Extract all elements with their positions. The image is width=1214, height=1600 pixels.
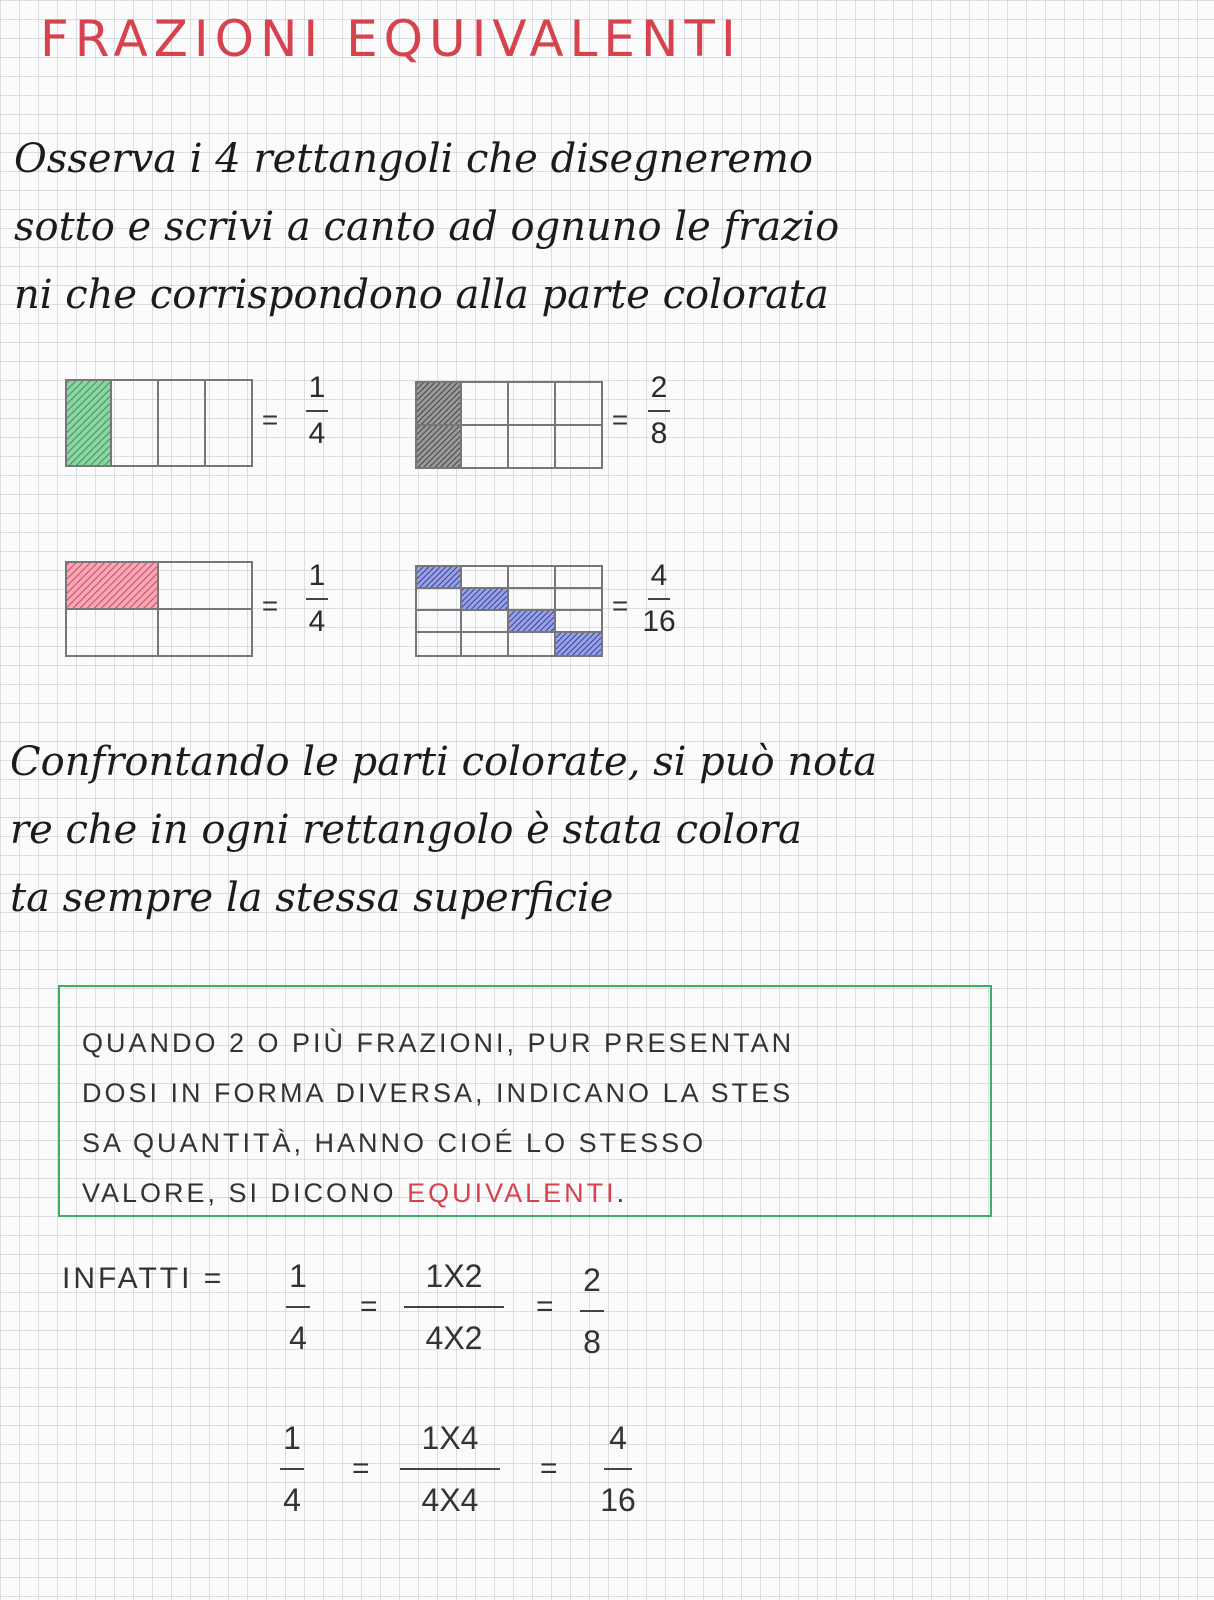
equals-sign: = bbox=[540, 1452, 558, 1485]
fraction-bar bbox=[306, 410, 328, 412]
fraction-1-4 bbox=[294, 560, 340, 638]
fraction-bar bbox=[286, 1306, 310, 1308]
rectangle-1-fourths bbox=[64, 378, 254, 468]
rectangle-4-sixteenths bbox=[414, 564, 604, 658]
proof-fraction bbox=[570, 1262, 614, 1360]
rule-line-text: VALORE, SI DICONO bbox=[82, 1178, 397, 1208]
numerator: 1 bbox=[308, 559, 326, 592]
rectangle-2-eighths bbox=[414, 380, 604, 470]
equals-sign: = bbox=[536, 1290, 554, 1323]
rule-line: SA QUANTITÀ, HANNO CIOÉ LO STESSO bbox=[82, 1128, 707, 1158]
denominator: 16 bbox=[600, 1482, 636, 1518]
numerator: 2 bbox=[650, 371, 668, 404]
fraction-bar bbox=[280, 1468, 304, 1470]
rule-text bbox=[82, 1018, 982, 1218]
rule-line: DOSI IN FORMA DIVERSA, INDICANO LA STES bbox=[82, 1078, 794, 1108]
numerator: 4 bbox=[609, 1420, 627, 1456]
fraction-bar bbox=[604, 1468, 632, 1470]
fraction-bar bbox=[648, 598, 670, 600]
equals-sign: = bbox=[360, 1290, 378, 1323]
numerator: 2 bbox=[583, 1262, 601, 1298]
conclusion-line: Confrontando le parti colorate, si può nota bbox=[10, 739, 878, 785]
conclusion-paragraph bbox=[10, 728, 1200, 932]
rectangle-3-quarters bbox=[64, 560, 254, 658]
fraction-1-4 bbox=[294, 372, 340, 450]
denominator: 8 bbox=[650, 417, 668, 450]
intro-line: sotto e scrivi a canto ad ognuno le frazio bbox=[14, 204, 840, 250]
fraction-bar bbox=[306, 598, 328, 600]
proof-fraction bbox=[590, 1420, 646, 1518]
numerator: 1 bbox=[308, 371, 326, 404]
equals-sign: = bbox=[611, 590, 629, 621]
intro-paragraph bbox=[14, 125, 1194, 329]
fraction-bar bbox=[648, 410, 670, 412]
conclusion-line: ta sempre la stessa superficie bbox=[10, 875, 614, 921]
rule-end: . bbox=[616, 1178, 628, 1208]
shaded-part-green bbox=[66, 380, 111, 466]
fraction-bar bbox=[404, 1306, 504, 1308]
page-title: FRAZIONI EQUIVALENTI bbox=[40, 10, 742, 68]
numerator: 1 bbox=[283, 1420, 301, 1456]
denominator: 4X4 bbox=[421, 1482, 479, 1518]
equals-sign: = bbox=[261, 590, 279, 621]
denominator: 4 bbox=[289, 1320, 307, 1356]
proof-fraction bbox=[270, 1420, 314, 1518]
proof-fraction bbox=[276, 1258, 320, 1356]
equals-sign: = bbox=[352, 1452, 370, 1485]
conclusion-line: re che in ogni rettangolo è stata colora bbox=[10, 807, 802, 853]
denominator: 4 bbox=[283, 1482, 301, 1518]
denominator: 4 bbox=[308, 605, 326, 638]
numerator: 1X4 bbox=[421, 1420, 479, 1456]
proof-label: INFATTI = bbox=[62, 1262, 225, 1295]
intro-line: Osserva i 4 rettangoli che disegneremo bbox=[14, 136, 814, 182]
equivalenti-highlight: EQUIVALENTI bbox=[407, 1178, 617, 1208]
fraction-bar bbox=[580, 1310, 604, 1312]
equals-sign: = bbox=[261, 404, 279, 435]
denominator: 8 bbox=[583, 1324, 601, 1360]
denominator: 16 bbox=[642, 605, 676, 638]
rule-line bbox=[82, 1168, 982, 1218]
denominator: 4X2 bbox=[425, 1320, 483, 1356]
shaded-part-blue bbox=[416, 566, 461, 588]
shaded-part-blue bbox=[508, 610, 555, 632]
fraction-bar bbox=[400, 1468, 500, 1470]
fraction-2-8 bbox=[636, 372, 682, 450]
proof-fraction bbox=[398, 1258, 510, 1356]
shaded-part-red bbox=[66, 562, 158, 609]
shaded-part-blue bbox=[555, 632, 602, 656]
proof-fraction bbox=[394, 1420, 506, 1518]
numerator: 1X2 bbox=[425, 1258, 483, 1294]
denominator: 4 bbox=[308, 417, 326, 450]
fraction-4-16 bbox=[636, 560, 682, 638]
rule-line: QUANDO 2 O PIÙ FRAZIONI, PUR PRESENTAN bbox=[82, 1028, 795, 1058]
equals-sign: = bbox=[611, 404, 629, 435]
numerator: 4 bbox=[650, 559, 668, 592]
intro-line: ni che corrispondono alla parte colorata bbox=[14, 272, 829, 318]
numerator: 1 bbox=[289, 1258, 307, 1294]
shaded-part-blue bbox=[461, 588, 508, 610]
